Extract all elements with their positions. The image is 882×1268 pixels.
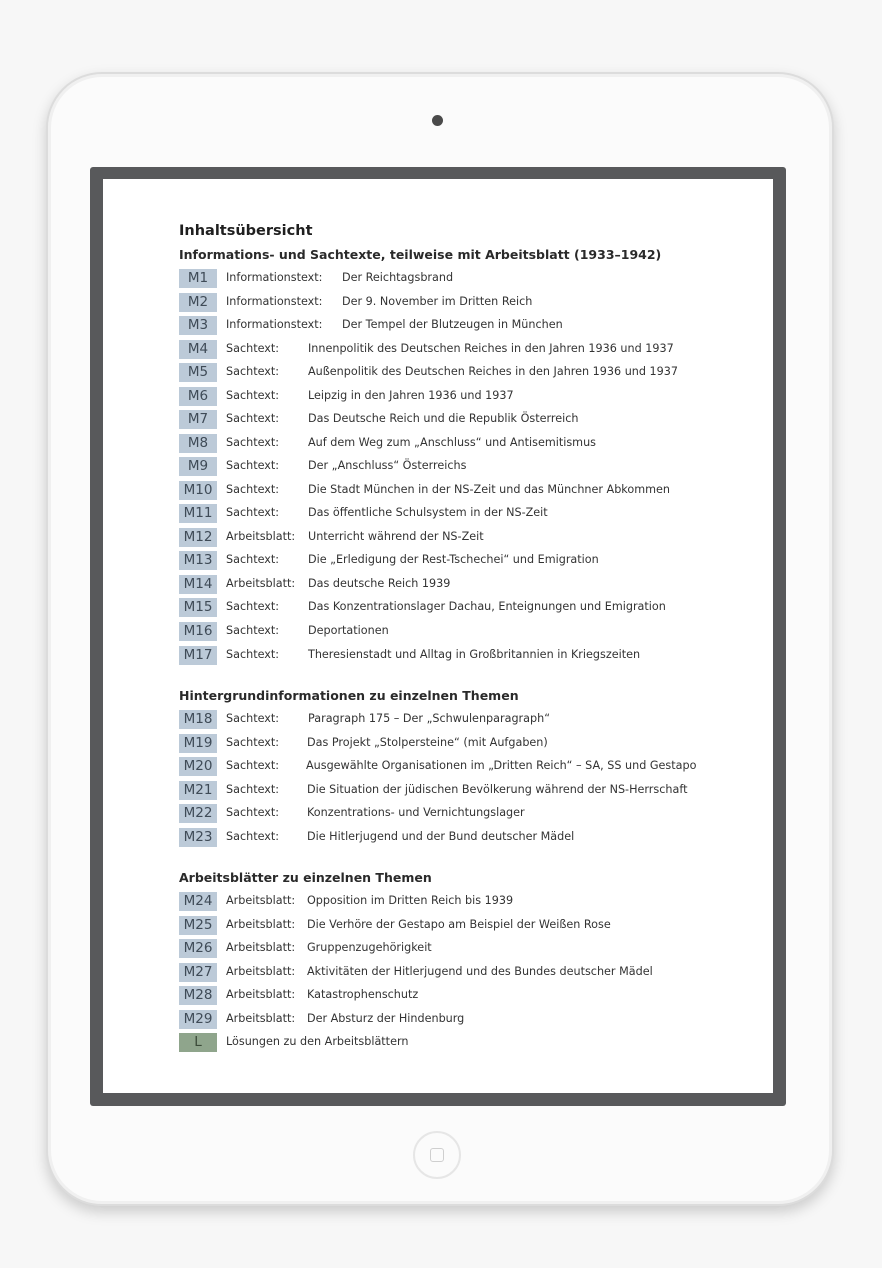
item-type: Arbeitsblatt: bbox=[226, 577, 296, 590]
item-code-badge: M2 bbox=[179, 293, 217, 312]
item-type: Arbeitsblatt: bbox=[226, 918, 296, 931]
item-code-badge: M17 bbox=[179, 646, 217, 665]
toc-item[interactable] bbox=[179, 622, 759, 642]
item-code-badge: M15 bbox=[179, 598, 217, 617]
item-title: Das deutsche Reich 1939 bbox=[308, 577, 451, 590]
item-title: Die „Erledigung der Rest-Tschechei“ und Emigration bbox=[308, 553, 599, 566]
toc-item[interactable] bbox=[179, 528, 759, 548]
item-type: Sachtext: bbox=[226, 759, 280, 772]
item-code-badge: M6 bbox=[179, 387, 217, 406]
item-type: Sachtext: bbox=[226, 483, 280, 496]
item-type: Sachtext: bbox=[226, 736, 280, 749]
toc-item[interactable] bbox=[179, 734, 759, 754]
solutions-badge: L bbox=[179, 1033, 217, 1052]
toc-item[interactable] bbox=[179, 781, 759, 801]
item-type: Sachtext: bbox=[226, 459, 280, 472]
item-type: Informationstext: bbox=[226, 295, 323, 308]
toc-item[interactable] bbox=[179, 828, 759, 848]
item-title: Das Projekt „Stolpersteine“ (mit Aufgaben) bbox=[307, 736, 548, 749]
toc-item[interactable] bbox=[179, 986, 759, 1006]
toc-item[interactable] bbox=[179, 575, 759, 595]
item-code-badge: M12 bbox=[179, 528, 217, 547]
item-title: Unterricht während der NS-Zeit bbox=[308, 530, 484, 543]
item-type: Sachtext: bbox=[226, 648, 280, 661]
item-code-badge: M9 bbox=[179, 457, 217, 476]
item-code-badge: M7 bbox=[179, 410, 217, 429]
toc-item[interactable] bbox=[179, 598, 759, 618]
item-code-badge: M28 bbox=[179, 986, 217, 1005]
item-type: Sachtext: bbox=[226, 342, 280, 355]
item-type: Sachtext: bbox=[226, 783, 280, 796]
item-type: Arbeitsblatt: bbox=[226, 530, 296, 543]
item-code-badge: M18 bbox=[179, 710, 217, 729]
item-code-badge: M20 bbox=[179, 757, 217, 776]
item-type: Arbeitsblatt: bbox=[226, 988, 296, 1001]
item-type: Sachtext: bbox=[226, 806, 280, 819]
item-code-badge: M19 bbox=[179, 734, 217, 753]
item-type: Sachtext: bbox=[226, 365, 280, 378]
toc-item-solutions[interactable] bbox=[179, 1033, 759, 1053]
toc-item[interactable] bbox=[179, 804, 759, 824]
page-title: Inhaltsübersicht bbox=[179, 223, 313, 239]
item-code-badge: M26 bbox=[179, 939, 217, 958]
toc-item[interactable] bbox=[179, 293, 759, 313]
item-code-badge: M27 bbox=[179, 963, 217, 982]
item-code-badge: M4 bbox=[179, 340, 217, 359]
item-title: Deportationen bbox=[308, 624, 389, 637]
toc-item[interactable] bbox=[179, 963, 759, 983]
item-title: Katastrophenschutz bbox=[307, 988, 419, 1001]
item-code-badge: M24 bbox=[179, 892, 217, 911]
item-title: Theresienstadt und Alltag in Großbritannien in Kriegszeiten bbox=[308, 648, 641, 661]
item-title: Der Absturz der Hindenburg bbox=[307, 1012, 465, 1025]
toc-item[interactable] bbox=[179, 481, 759, 501]
item-type: Sachtext: bbox=[226, 389, 280, 402]
item-title: Gruppenzugehörigkeit bbox=[307, 941, 432, 954]
item-type: Arbeitsblatt: bbox=[226, 894, 296, 907]
toc-item[interactable] bbox=[179, 710, 759, 730]
item-code-badge: M3 bbox=[179, 316, 217, 335]
toc-item[interactable] bbox=[179, 269, 759, 289]
item-type: Sachtext: bbox=[226, 830, 280, 843]
item-code-badge: M1 bbox=[179, 269, 217, 288]
toc-item[interactable] bbox=[179, 316, 759, 336]
item-code-badge: M16 bbox=[179, 622, 217, 641]
toc-item[interactable] bbox=[179, 457, 759, 477]
toc-item[interactable] bbox=[179, 646, 759, 666]
item-code-badge: M29 bbox=[179, 1010, 217, 1029]
item-type: Sachtext: bbox=[226, 412, 280, 425]
item-title: Ausgewählte Organisationen im „Dritten Reich“ – SA, SS und Gestapo bbox=[306, 759, 697, 772]
item-title: Das Deutsche Reich und die Republik Österreich bbox=[308, 412, 579, 425]
toc-item[interactable] bbox=[179, 410, 759, 430]
item-title: Der Reichtagsbrand bbox=[342, 271, 454, 284]
home-square-icon bbox=[430, 1148, 444, 1162]
item-type: Sachtext: bbox=[226, 600, 280, 613]
toc-item[interactable] bbox=[179, 1010, 759, 1030]
item-type: Arbeitsblatt: bbox=[226, 1012, 296, 1025]
toc-item[interactable] bbox=[179, 916, 759, 936]
item-type: Sachtext: bbox=[226, 624, 280, 637]
toc-item[interactable] bbox=[179, 939, 759, 959]
item-type: Arbeitsblatt: bbox=[226, 965, 296, 978]
item-code-badge: M23 bbox=[179, 828, 217, 847]
screen bbox=[103, 179, 773, 1093]
item-title: Leipzig in den Jahren 1936 und 1937 bbox=[308, 389, 514, 402]
item-title: Konzentrations- und Vernichtungslager bbox=[307, 806, 525, 819]
toc-item[interactable] bbox=[179, 434, 759, 454]
item-title: Außenpolitik des Deutschen Reiches in den Jahren 1936 und 1937 bbox=[308, 365, 679, 378]
item-title: Das öffentliche Schulsystem in der NS-Zeit bbox=[308, 506, 548, 519]
solutions-title: Lösungen zu den Arbeitsblättern bbox=[226, 1035, 409, 1048]
item-title: Innenpolitik des Deutschen Reiches in den Jahren 1936 und 1937 bbox=[308, 342, 674, 355]
toc-item[interactable] bbox=[179, 363, 759, 383]
item-code-badge: M5 bbox=[179, 363, 217, 382]
item-code-badge: M25 bbox=[179, 916, 217, 935]
item-title: Die Stadt München in der NS-Zeit und das Münchner Abkommen bbox=[308, 483, 670, 496]
item-title: Paragraph 175 – Der „Schwulenparagraph“ bbox=[308, 712, 550, 725]
item-title: Der Tempel der Blutzeugen in München bbox=[342, 318, 563, 331]
toc-item[interactable] bbox=[179, 504, 759, 524]
toc-item[interactable] bbox=[179, 892, 759, 912]
home-button[interactable] bbox=[413, 1131, 461, 1179]
item-title: Auf dem Weg zum „Anschluss“ und Antisemitismus bbox=[308, 436, 597, 449]
item-title: Die Situation der jüdischen Bevölkerung während der NS-Herrschaft bbox=[307, 783, 688, 796]
item-type: Arbeitsblatt: bbox=[226, 941, 296, 954]
item-type: Informationstext: bbox=[226, 318, 323, 331]
item-code-badge: M22 bbox=[179, 804, 217, 823]
item-code-badge: M21 bbox=[179, 781, 217, 800]
item-type: Sachtext: bbox=[226, 712, 280, 725]
item-code-badge: M8 bbox=[179, 434, 217, 453]
toc-item[interactable] bbox=[179, 340, 759, 360]
item-code-badge: M11 bbox=[179, 504, 217, 523]
item-title: Opposition im Dritten Reich bis 1939 bbox=[307, 894, 514, 907]
item-code-badge: M14 bbox=[179, 575, 217, 594]
item-title: Der „Anschluss“ Österreichs bbox=[308, 459, 467, 472]
item-type: Informationstext: bbox=[226, 271, 323, 284]
section-heading: Arbeitsblätter zu einzelnen Themen bbox=[179, 870, 432, 885]
item-code-badge: M13 bbox=[179, 551, 217, 570]
toc-item[interactable] bbox=[179, 551, 759, 571]
item-title: Die Hitlerjugend und der Bund deutscher Mädel bbox=[307, 830, 575, 843]
item-title: Aktivitäten der Hitlerjugend und des Bundes deutscher Mädel bbox=[307, 965, 653, 978]
item-title: Das Konzentrationslager Dachau, Enteignungen und Emigration bbox=[308, 600, 666, 613]
section-heading: Hintergrundinformationen zu einzelnen Themen bbox=[179, 688, 519, 703]
toc-item[interactable] bbox=[179, 387, 759, 407]
item-type: Sachtext: bbox=[226, 436, 280, 449]
item-code-badge: M10 bbox=[179, 481, 217, 500]
item-type: Sachtext: bbox=[226, 506, 280, 519]
toc-item[interactable] bbox=[179, 757, 759, 777]
section-heading: Informations- und Sachtexte, teilweise mit Arbeitsblatt (1933–1942) bbox=[179, 247, 662, 262]
camera-icon bbox=[432, 115, 443, 126]
item-title: Der 9. November im Dritten Reich bbox=[342, 295, 533, 308]
item-type: Sachtext: bbox=[226, 553, 280, 566]
item-title: Die Verhöre der Gestapo am Beispiel der Weißen Rose bbox=[307, 918, 611, 931]
